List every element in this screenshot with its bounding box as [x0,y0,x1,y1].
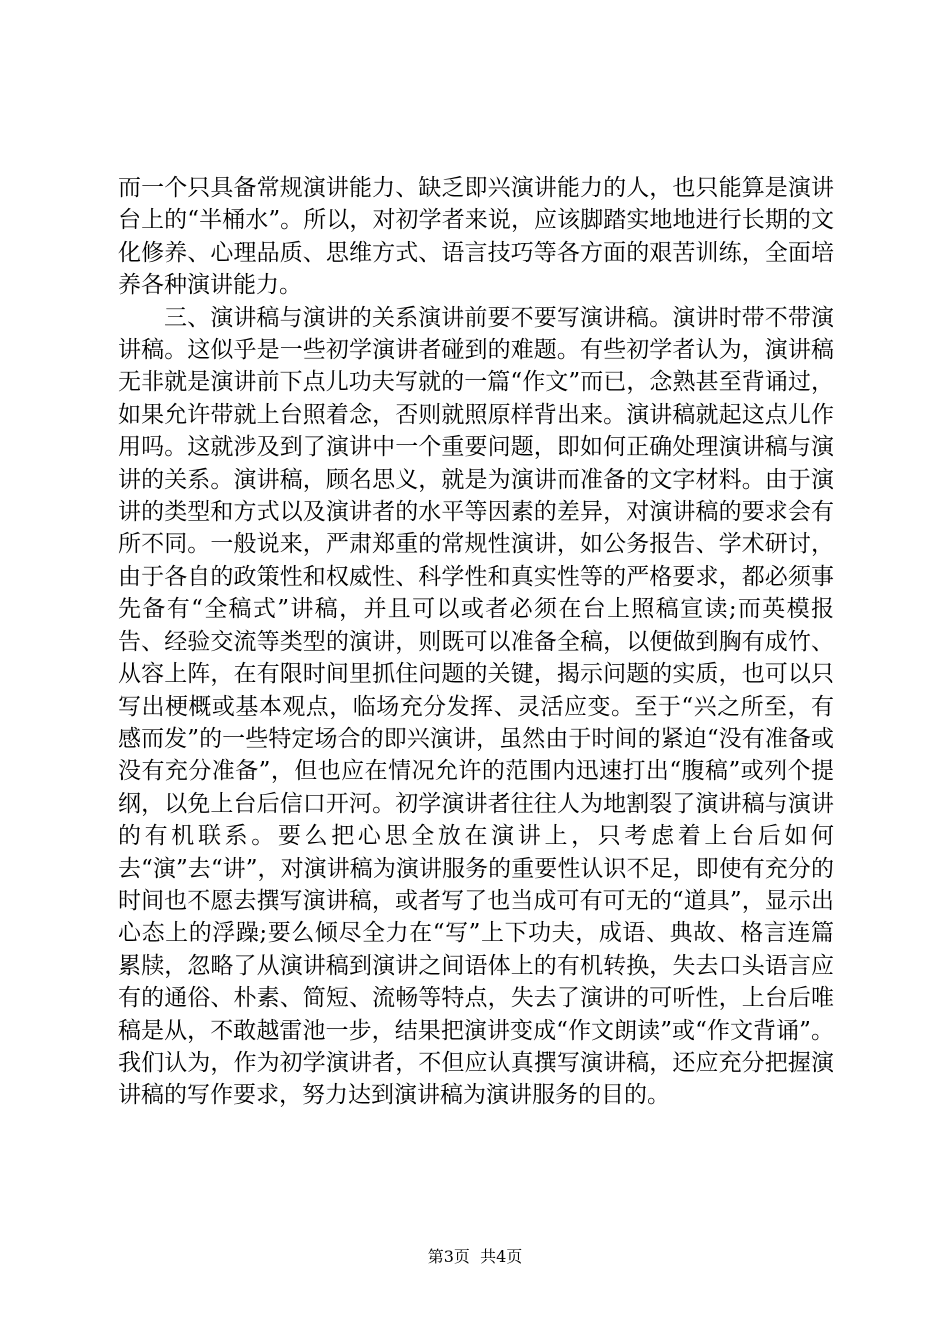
paragraph-continuation: 而一个只具备常规演讲能力、缺乏即兴演讲能力的人，也只能算是演讲台上的“半桶水”。所以，对初学者来说，应该脚踏实地地进行长期的文化修养、心理品质、思维方式、语言技巧等各方面的艰苦训练，全面培养各种演讲能力。 [118,175,834,299]
paragraph-section-three: 三、演讲稿与演讲的关系演讲前要不要写演讲稿。演讲时带不带演讲稿。这似乎是一些初学演讲者碰到的难题。有些初学者认为，演讲稿无非就是演讲前下点儿功夫写就的一篇“作文”而已，念熟甚至背诵过，如果允许带就上台照着念，否则就照原样背出来。演讲稿就起这点儿作用吗。这就涉及到了演讲中一个重要问题，即如何正确处理演讲稿与演讲的关系。演讲稿，顾名思义，就是为演讲而准备的文字材料。由于演讲的类型和方式以及演讲者的水平等因素的差异，对演讲稿的要求会有所不同。一般说来，严肃郑重的常规性演讲，如公务报告、学术研讨，由于各自的政策性和权威性、科学性和真实性等的严格要求，都必须事先备有“全稿式”讲稿，并且可以或者必须在台上照稿宣读;而英模报告、经验交流等类型的演讲，则既可以准备全稿，以便做到胸有成竹、从容上阵，在有限时间里抓住问题的关键，揭示问题的实质，也可以只写出梗概或基本观点，临场充分发挥、灵活应变。至于“兴之所至，有感而发”的一些特定场合的即兴演讲，虽然由于时间的紧迫“没有准备或没有充分准备”，但也应在情况允许的范围内迅速打出“腹稿”或列个提纲，以免上台后信口开河。初学演讲者往往人为地割裂了演讲稿与演讲的有机联系。要么把心思全放在演讲上，只考虑着上台后如何去“演”去“讲”，对演讲稿为演讲服务的重要性认识不足，即使有充分的时间也不愿去撰写演讲稿，或者写了也当成可有可无的“道具”，显示出心态上的浮躁;要么倾尽全力在“写”上下功夫，成语、典故、格言连篇累牍，忽略了从演讲稿到演讲之间语体上的有机转换，失去口头语言应有的通俗、朴素、简短、流畅等特点，失去了演讲的可听性，上台后唯稿是从，不敢越雷池一步，结果把演讲变成“作文朗读”或“作文背诵”。我们认为，作为初学演讲者，不但应认真撰写演讲稿，还应充分把握演讲稿的写作要求，努力达到演讲稿为演讲服务的目的。 [118,304,834,1109]
document-body [118,172,834,1112]
page-number-footer: 第3页 共4页 [427,1247,523,1266]
